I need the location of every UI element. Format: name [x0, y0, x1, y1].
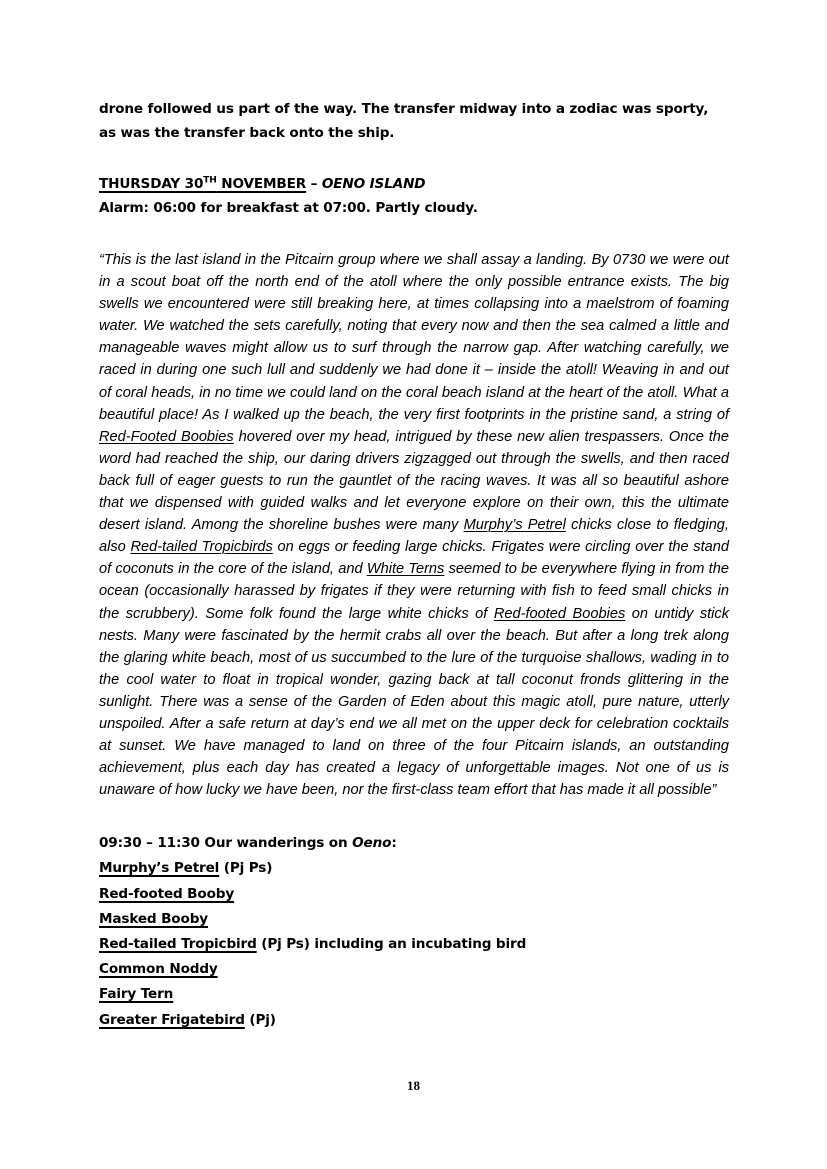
bird-note: (Pj) — [244, 1011, 276, 1028]
bird-sighting-row — [99, 882, 729, 907]
schedule-heading-suffix: : — [391, 835, 397, 852]
schedule-heading — [99, 831, 729, 856]
bird-name: Masked Booby — [99, 910, 208, 927]
quote-text-segment: on eggs or feeding large chicks. Frigates were circling over the stand of coconuts in the core of the island, and — [99, 539, 729, 578]
bird-sighting-row — [99, 932, 729, 957]
heading-date-rest: NOVEMBER — [216, 176, 307, 192]
heading-date-main: THURSDAY 30 — [99, 176, 204, 192]
bird-name: Common Noddy — [99, 961, 218, 978]
page-content — [99, 97, 729, 1033]
bird-name-inline: Murphy’s Petrel — [463, 517, 566, 534]
bird-name: Greater Frigatebird — [99, 1011, 245, 1028]
bird-name-inline: Red-tailed Tropicbirds — [130, 539, 273, 556]
bird-name: Red-tailed Tropicbird — [99, 935, 257, 952]
bird-sighting-row — [99, 856, 729, 881]
bird-name: Red-footed Booby — [99, 885, 235, 902]
page-number: 18 — [407, 1078, 420, 1093]
heading-location: OENO ISLAND — [321, 176, 426, 192]
quote-text-segment: seemed to be everywhere flying in from the ocean (occasionally harassed by frigates if they were returning with fish to feed small chicks in the scrubbery). Some folk found the large white chicks of — [99, 561, 729, 622]
bird-sighting-row — [99, 907, 729, 932]
section-heading — [99, 172, 729, 196]
intro-paragraph: drone followed us part of the way. The transfer midway into a zodiac was sporty, as was the transfer back onto the ship. — [99, 101, 709, 141]
schedule-heading-prefix: 09:30 – 11:30 Our wanderings on — [99, 835, 353, 852]
bird-name-inline: Red-footed Boobies — [493, 605, 626, 622]
bird-name: Fairy Tern — [99, 986, 174, 1003]
bird-sighting-row — [99, 982, 729, 1007]
bird-note: (Pj Ps) including an incubating bird — [256, 935, 527, 952]
journal-quote-paragraph — [99, 249, 729, 801]
bird-note: (Pj Ps) — [219, 860, 273, 877]
bird-name-inline: White Terns — [366, 561, 445, 578]
quote-text-segment: “This is the last island in the Pitcairn group where we shall assay a landing. By 0730 we were out in a scout boat off the north end of the atoll where the only possible entrance exists. The big swells we encountered were still breaking here, at times collapsing into a maelstrom of foaming water. We watched the sets carefully, noting that every now and then the sea calmed a little and manageable waves might allow us to surf through the narrow gap. After watching carefully, we raced in during one such lull and suddenly we had done it – inside the atoll! Weaving in and out of coral heads, in no time we could land on the coral beach island at the heart of the atoll. What a beautiful place! As I walked up the beach, the very first footprints in the pristine sand, a string of — [99, 252, 729, 423]
bird-name-inline: Red-Footed Boobies — [99, 428, 234, 445]
bird-sighting-row — [99, 957, 729, 982]
quote-text-segment: on untidy stick nests. Many were fascinated by the hermit crabs all over the beach. But after a long trek along the glaring white beach, most of us succumbed to the lure of the turquoise shallows, wading in to the cool water to float in tropical wonder, gazing back at tall coconut fronds glittering in the sunlight. There was a sense of the Garden of Eden about this magic atoll, pure nature, utterly unspoiled. After a safe return at day’s end we all met on the upper deck for celebration cocktails at sunset. We have managed to land on three of the four Pitcairn islands, an outstanding achievement, plus each day has created a legacy of unforgettable images. Not one of us is unaware of how lucky we have been, nor the first-class team effort that has made it all possible” — [99, 605, 730, 799]
schedule-heading-location: Oeno — [352, 835, 392, 852]
bird-sightings-list — [99, 856, 729, 1032]
heading-date — [99, 176, 306, 192]
quote-text-segment: hovered over my head, intrigued by these new alien trespassers. Once the word had reached the ship, our daring drivers zigzagged out through the swells, and then raced back full of eager guests to run the gauntlet of the racing waves. It was all so beautiful ashore that we dispensed with guided walks and let everyone explore on their own, this the ultimate desert island. Among the shoreline bushes were many — [99, 428, 730, 534]
heading-separator: – — [306, 176, 322, 192]
bird-sighting-row — [99, 1008, 729, 1033]
quote-text-segment: chicks close to fledging, also — [99, 517, 729, 556]
heading-date-ordinal: TH — [203, 175, 217, 186]
alarm-line: Alarm: 06:00 for breakfast at 07:00. Partly cloudy. — [99, 200, 478, 216]
bird-name: Murphy’s Petrel — [99, 860, 220, 877]
